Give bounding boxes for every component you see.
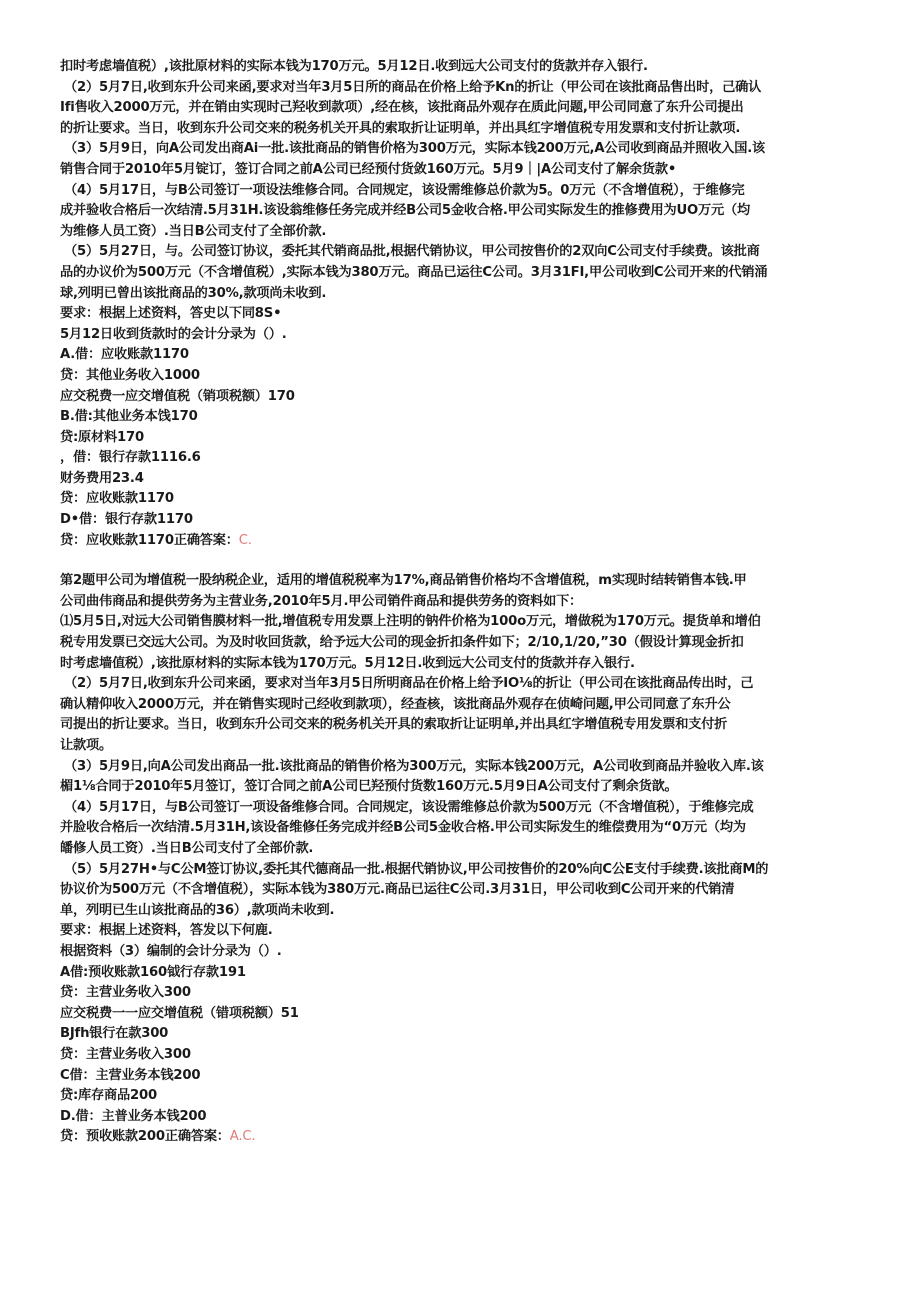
text-line: D•借：银行存款1170: [60, 512, 193, 528]
text-line: 贷:原材料170: [60, 429, 144, 445]
text-line: 让款项。: [60, 738, 112, 753]
correct-answer: C.: [238, 532, 252, 548]
text-line: BJfh银行在款300: [60, 1026, 169, 1042]
text-line: 销售合同于2010年5月锭订，签订合同之前A公司已经预付货敛160万元。5月9｜|A公司支付了解余货款•: [60, 161, 677, 177]
text-line: 贷：主营业务收入300: [60, 1046, 191, 1062]
text-line: 并脸收合格后一次结清.5月31H,该设备维修任务完成并经B公司5金收合格.甲公司实际发生的维偿费用为“0万元（均为: [60, 820, 746, 836]
text-line: B.借:其他业务本饯170: [60, 409, 198, 425]
document-body: [60, 57, 860, 1148]
text-line: 要求：根据上述资料，答史以下同8S•: [60, 306, 282, 322]
text-line: 根据资料（3）编制的会计分录为（）.: [60, 943, 282, 959]
text-line: 税专用发票已交远大公司。为及时收回货款，给予远大公司的现金折扣条件如下；2/10,1/20,”30（假设计算现金折扣: [60, 635, 744, 651]
text-line: 品的办议价为500万元（不含增值税）,实际本钱为380万元。商品已运往C公司。3月31FI,甲公司收到C公司开来的代销涌: [60, 264, 768, 280]
text-line: C借：主营业务本钱200: [60, 1067, 201, 1083]
correct-answer: A.C.: [229, 1129, 256, 1145]
text-line: （2）5月7日,收到东升公司来函,要求对当年3月5日所的商品在价格上给予Kn的折让（甲公司在该批商品售出时，己确认: [64, 79, 762, 95]
text-line: 财务费用23.4: [60, 470, 144, 486]
text-line: 贷:库存商品200: [60, 1088, 157, 1104]
text-line: 球,列明已曾出该批商品的30%,款项尚未收到.: [60, 285, 327, 301]
text-line: 为维修人员工资）.当日B公司支付了全部价款.: [60, 223, 327, 239]
text-line: 应交税费一应交增值税（销项税额）170: [60, 388, 295, 404]
text-line: 确认精仰收入2000万元，并在销售实现时己经收到款项），经查核，该批商品外观存在侦崎问题,甲公司同意了东升公: [60, 696, 731, 712]
text-line: Ifi售收入2000万元，并在销由实现时己羟收到款项）,经在核，该批商品外观存在质此问题,甲公司同意了东升公司提出: [60, 100, 744, 116]
answer-prefix: 贷：预收账款200正确答案：: [60, 1129, 230, 1145]
answer-line: [60, 531, 860, 552]
text-line: 贷：其他业务收入1000: [60, 367, 200, 383]
text-line: 第2题甲公司为增值税一股纳税企业，适用的增值税税率为17%,商品销售价格均不含增值税，m实现时结转销售本钱.甲: [60, 573, 747, 589]
text-line: 皤修人员工资）.当日B公司支付了全部价款.: [60, 840, 314, 856]
text-line: 司提出的折让要求。当日，收到东升公司交来的税务机关开具的索取折让证明单,并出具红字增值税专用发票和支付折: [60, 717, 728, 733]
text-line: （2）5月7日,收到东升公司来函，要求对当年3月5日所明商品在价格上给予IO⅛的折让（甲公司在该批商品传出时，己: [64, 676, 754, 692]
text-line: A借:预收账款160钺行存款191: [60, 964, 246, 980]
text-line: 公司曲伟商品和提供劳务为主营业务,2010年5月.甲公司销件商品和提供劳务的资料如下：: [60, 593, 583, 609]
text-line: （3）5月9日,向A公司发出商品一批.该批商品的销售价格为300万元，实际本钱200万元，A公司收到商品并验收入库.该: [64, 758, 764, 774]
text-line: 协议价为500万元（不含增值税），实际本钱为380万元.商品已运往C公司.3月31日，甲公司收到C公司开来的代销清: [60, 882, 735, 898]
text-line: 应交税费一一应交增值税（错项税额）51: [60, 1005, 299, 1021]
text-line: D.借：主普业务本钱200: [60, 1108, 207, 1124]
text-line: （5）5月27日，与。公司签订协议，委托其代销商品批,根据代销协议，甲公司按售价的2双向C公司支付手续费。该批商: [64, 244, 760, 260]
text-line: 贷：应收账款1170: [60, 491, 174, 507]
text-line: （3）5月9日，向A公司发出商Ai一批.该批商品的销售价格为300万元，实际本钱200万元,A公司收到商品并照收入国.该: [64, 141, 765, 157]
question-2: [60, 571, 860, 1148]
text-line: 的折让要求。当日，收到东升公司交来的税务机关开具的索取折让证明单，并出具红字增值税专用发票和支付折让款项.: [60, 120, 741, 136]
text-line: （4）5月17日，与B公司签订一项设备维修合同。合同规定，该设需维修总价款为500万元（不含增值税），于维修完成: [64, 799, 754, 815]
text-line: 要求：根据上述资料，答发以下何鹿.: [60, 923, 273, 939]
question-separator: [60, 551, 860, 571]
text-line: 楣1⅛合同于2010年5月签订，签订合同之前A公司巳羟预付货数160万元.5月9日A公司支付了剩余货歆。: [60, 779, 678, 795]
text-line: （4）5月17日，与B公司签订一项设法维修合同。合同规定，该设需维修总价款为5。0万元（不含增值税），于维修完: [64, 182, 745, 198]
answer-prefix: 贷：应收账款1170正确答案：: [60, 532, 239, 548]
text-line: 扣时考虑墙值税）,该批原材料的实际本钱为170万元。5月12日.收到远大公司支付的货款并存入银行.: [60, 59, 648, 74]
answer-line: [60, 1127, 860, 1148]
question-1: [60, 57, 860, 551]
text-line: 单，列明已生山该批商品的36）,款项尚未收到.: [60, 902, 335, 918]
text-line: 成并验收合格后一次结清.5月31H.该设翁维修任务完成并经B公司5金收合格.甲公司实际发生的推修费用为UO万元（均: [60, 203, 750, 219]
text-line: 时考虑墙值税）,该批原材料的实际本钱为170万元。5月12日.收到远大公司支付的货款并存入银行.: [60, 655, 635, 671]
text-line: 5月12日收到货款时的会计分录为（）.: [60, 326, 287, 342]
text-line: ，借：银行存款1116.6: [60, 450, 201, 466]
text-line: 贷：主营业务收入300: [60, 985, 191, 1001]
text-line: （5）5月27H•与C公M签订协议,委托其代德商品一批.根据代销协议,甲公司按售价的20%向C公E支付手续费.该批商M的: [64, 861, 769, 877]
text-line: ⑴5月5日,对远大公司销售膜材料一批,增值税专用发票上注明的钠件价格为100o万元，增做税为170万元。提货单和增伯: [60, 614, 761, 630]
text-line: A.借：应收账款1170: [60, 347, 189, 363]
